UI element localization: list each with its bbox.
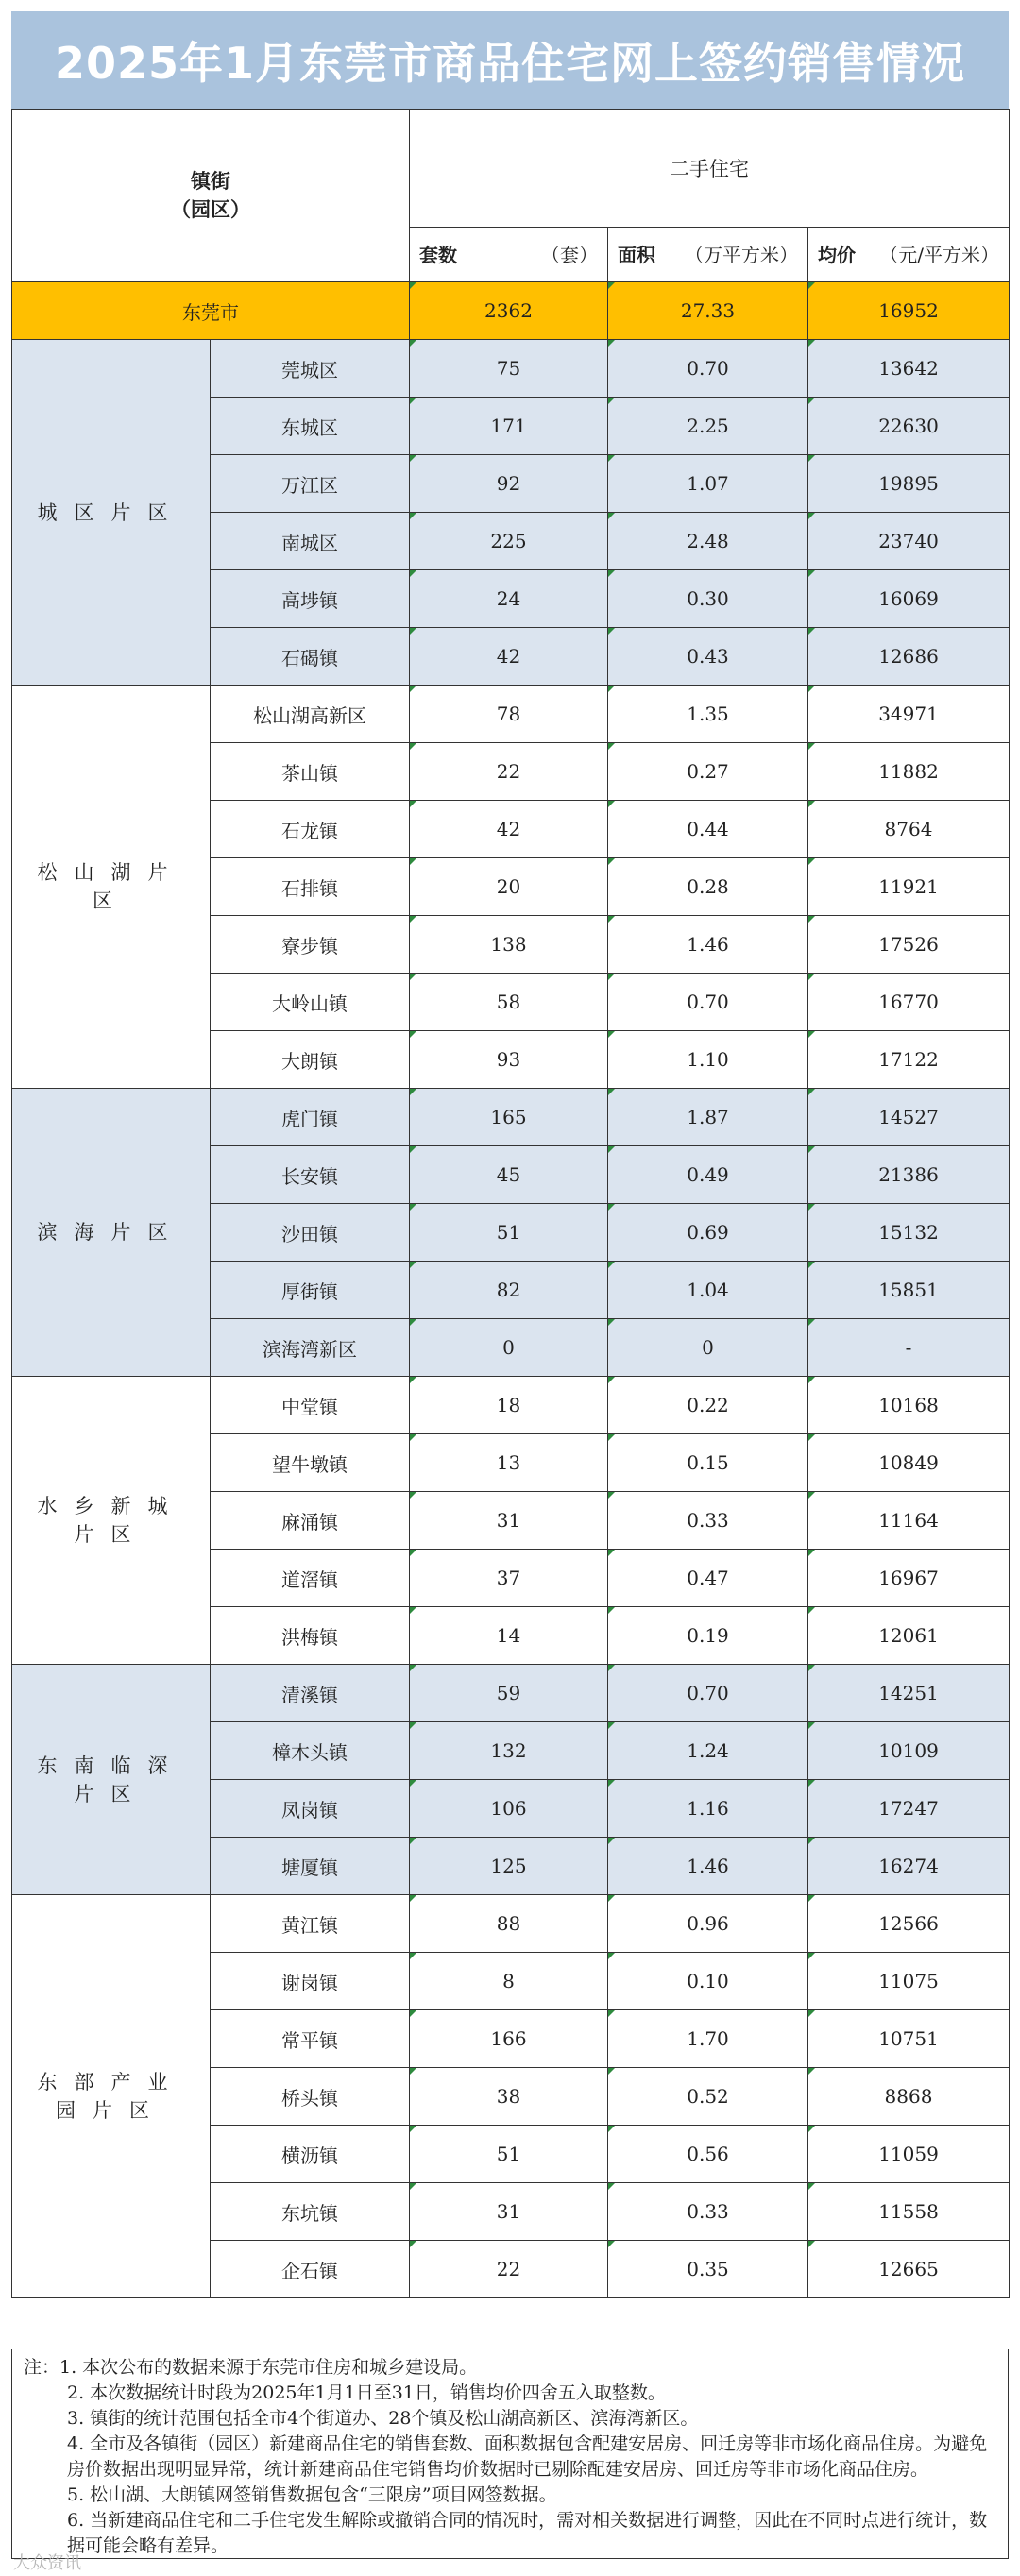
units-cell: 82: [410, 1262, 608, 1319]
units-cell: 42: [410, 801, 608, 858]
price-cell: 10168: [808, 1377, 1010, 1434]
units-cell: 166: [410, 2010, 608, 2068]
units-cell: 106: [410, 1780, 608, 1838]
units-cell: 58: [410, 974, 608, 1031]
area-cell: 0.56: [608, 2126, 808, 2183]
note-item: 注：1. 本次公布的数据来源于东莞市住房和城乡建设局。: [24, 2357, 478, 2378]
units-cell: 93: [410, 1031, 608, 1089]
header-price-label: 均价: [818, 243, 856, 266]
town-name: 黄江镇: [211, 1895, 410, 1953]
units-cell: 22: [410, 2241, 608, 2298]
town-name: 寮步镇: [211, 916, 410, 974]
sales-table-wrap: [11, 109, 1009, 2298]
area-cell: 1.07: [608, 455, 808, 513]
total-units: 2362: [410, 282, 608, 340]
town-name: 樟木头镇: [211, 1722, 410, 1780]
area-cell: 0.52: [608, 2068, 808, 2126]
town-name: 道滘镇: [211, 1550, 410, 1607]
area-cell: 0.22: [608, 1377, 808, 1434]
price-cell: -: [808, 1319, 1010, 1377]
town-name: 茶山镇: [211, 743, 410, 801]
town-name: 滨海湾新区: [211, 1319, 410, 1377]
town-name: 清溪镇: [211, 1665, 410, 1722]
units-cell: 165: [410, 1089, 608, 1146]
sales-table: [11, 109, 1010, 2298]
price-cell: 11558: [808, 2183, 1010, 2241]
price-cell: 23740: [808, 513, 1010, 570]
header-price: [808, 228, 1010, 282]
area-cell: 1.46: [608, 916, 808, 974]
town-name: 企石镇: [211, 2241, 410, 2298]
note-item: 5. 松山湖、大朗镇网签销售数据包含“三限房”项目网签数据。: [67, 2484, 557, 2505]
area-cell: 0.30: [608, 570, 808, 628]
table-row: [12, 1089, 1010, 1146]
page-title: 2025年1月东莞市商品住宅网上签约销售情况: [11, 11, 1009, 110]
area-cell: 2.25: [608, 398, 808, 455]
price-cell: 10109: [808, 1722, 1010, 1780]
area-cell: 0.70: [608, 1665, 808, 1722]
price-cell: 11882: [808, 743, 1010, 801]
price-cell: 8868: [808, 2068, 1010, 2126]
price-cell: 15851: [808, 1262, 1010, 1319]
units-cell: 13: [410, 1434, 608, 1492]
town-name: 常平镇: [211, 2010, 410, 2068]
price-cell: 10751: [808, 2010, 1010, 2068]
area-cell: 1.35: [608, 686, 808, 743]
units-cell: 51: [410, 1204, 608, 1262]
table-row: [12, 1377, 1010, 1434]
units-cell: 14: [410, 1607, 608, 1665]
header-units-unit: （套）: [541, 243, 598, 266]
units-cell: 125: [410, 1838, 608, 1895]
area-cell: 2.48: [608, 513, 808, 570]
price-cell: 21386: [808, 1146, 1010, 1204]
price-cell: 12566: [808, 1895, 1010, 1953]
area-cell: 0.19: [608, 1607, 808, 1665]
town-name: 中堂镇: [211, 1377, 410, 1434]
units-cell: 78: [410, 686, 608, 743]
units-cell: 24: [410, 570, 608, 628]
town-name: 东坑镇: [211, 2183, 410, 2241]
units-cell: 132: [410, 1722, 608, 1780]
region-label: 东部产业园片区: [12, 1895, 211, 2298]
units-cell: 45: [410, 1146, 608, 1204]
town-name: 厚街镇: [211, 1262, 410, 1319]
area-cell: 1.70: [608, 2010, 808, 2068]
header-area-size: [608, 228, 808, 282]
units-cell: 171: [410, 398, 608, 455]
area-cell: 0.69: [608, 1204, 808, 1262]
town-name: 东城区: [211, 398, 410, 455]
table-row: [12, 1665, 1010, 1722]
price-cell: 15132: [808, 1204, 1010, 1262]
units-cell: 22: [410, 743, 608, 801]
note-item: 3. 镇街的统计范围包括全市4个街道办、28个镇及松山湖高新区、滨海湾新区。: [67, 2408, 699, 2429]
price-cell: 17122: [808, 1031, 1010, 1089]
units-cell: 18: [410, 1377, 608, 1434]
region-label: 城区片区: [12, 340, 211, 686]
price-cell: 14251: [808, 1665, 1010, 1722]
region-label: 滨海片区: [12, 1089, 211, 1377]
area-cell: 1.04: [608, 1262, 808, 1319]
town-name: 石龙镇: [211, 801, 410, 858]
area-cell: 1.10: [608, 1031, 808, 1089]
units-cell: 42: [410, 628, 608, 686]
price-cell: 16274: [808, 1838, 1010, 1895]
area-cell: 0.33: [608, 1492, 808, 1550]
area-cell: 0.27: [608, 743, 808, 801]
total-area: 27.33: [608, 282, 808, 340]
units-cell: 31: [410, 1492, 608, 1550]
area-cell: 1.87: [608, 1089, 808, 1146]
price-cell: 16967: [808, 1550, 1010, 1607]
price-cell: 12686: [808, 628, 1010, 686]
units-cell: 8: [410, 1953, 608, 2010]
town-name: 沙田镇: [211, 1204, 410, 1262]
town-name: 凤岗镇: [211, 1780, 410, 1838]
units-cell: 37: [410, 1550, 608, 1607]
price-cell: 34971: [808, 686, 1010, 743]
area-cell: 0.44: [608, 801, 808, 858]
area-cell: 1.16: [608, 1780, 808, 1838]
town-name: 塘厦镇: [211, 1838, 410, 1895]
price-cell: 11921: [808, 858, 1010, 916]
price-cell: 10849: [808, 1434, 1010, 1492]
town-name: 莞城区: [211, 340, 410, 398]
area-cell: 0.33: [608, 2183, 808, 2241]
price-cell: 8764: [808, 801, 1010, 858]
table-row: [12, 686, 1010, 743]
town-name: 松山湖高新区: [211, 686, 410, 743]
town-name: 长安镇: [211, 1146, 410, 1204]
price-cell: 17526: [808, 916, 1010, 974]
area-cell: 0.15: [608, 1434, 808, 1492]
header-area: 镇街 （园区）: [12, 110, 410, 282]
town-name: 万江区: [211, 455, 410, 513]
units-cell: 225: [410, 513, 608, 570]
town-name: 虎门镇: [211, 1089, 410, 1146]
note-item: 2. 本次数据统计时段为2025年1月1日至31日，销售均价四舍五入取整数。: [67, 2382, 666, 2403]
price-cell: 22630: [808, 398, 1010, 455]
price-cell: 12665: [808, 2241, 1010, 2298]
units-cell: 88: [410, 1895, 608, 1953]
units-cell: 59: [410, 1665, 608, 1722]
region-label: 水乡新城片区: [12, 1377, 211, 1665]
notes-section: [11, 2349, 1009, 2559]
header-units: [410, 228, 608, 282]
note-item: 6. 当新建商品住宅和二手住宅发生解除或撤销合同的情况时，需对相关数据进行调整，因此在不同时点进行统计，数据可能会略有差异。: [67, 2510, 988, 2556]
table-row: [12, 340, 1010, 398]
town-name: 洪梅镇: [211, 1607, 410, 1665]
area-cell: 0.47: [608, 1550, 808, 1607]
total-price: 16952: [808, 282, 1010, 340]
units-cell: 20: [410, 858, 608, 916]
town-name: 麻涌镇: [211, 1492, 410, 1550]
town-name: 横沥镇: [211, 2126, 410, 2183]
header-price-unit: （元/平方米）: [879, 243, 1000, 266]
price-cell: 11164: [808, 1492, 1010, 1550]
price-cell: 19895: [808, 455, 1010, 513]
town-name: 石排镇: [211, 858, 410, 916]
units-cell: 75: [410, 340, 608, 398]
price-cell: 12061: [808, 1607, 1010, 1665]
price-cell: 17247: [808, 1780, 1010, 1838]
units-cell: 51: [410, 2126, 608, 2183]
header-area-label: 面积: [618, 243, 655, 266]
area-cell: 0.49: [608, 1146, 808, 1204]
header-area-unit: （万平方米）: [685, 243, 798, 266]
area-cell: 0.96: [608, 1895, 808, 1953]
units-cell: 31: [410, 2183, 608, 2241]
town-name: 望牛墩镇: [211, 1434, 410, 1492]
price-cell: 16069: [808, 570, 1010, 628]
region-label: 东南临深片区: [12, 1665, 211, 1895]
price-cell: 14527: [808, 1089, 1010, 1146]
price-cell: 11075: [808, 1953, 1010, 2010]
price-cell: 13642: [808, 340, 1010, 398]
note-item: 4. 全市及各镇街（园区）新建商品住宅的销售套数、面积数据包含配建安居房、回迁房等非市场化商品住房。为避免房价数据出现明显异常，统计新建商品住宅销售均价数据时已剔除配建安居房、回迁房等非市场化商品住房。: [67, 2433, 988, 2480]
header-units-label: 套数: [419, 243, 457, 266]
town-name: 大朗镇: [211, 1031, 410, 1089]
watermark: 大众资讯: [13, 2553, 81, 2573]
area-cell: 0.43: [608, 628, 808, 686]
area-cell: 0.70: [608, 340, 808, 398]
area-cell: 1.24: [608, 1722, 808, 1780]
area-cell: 0: [608, 1319, 808, 1377]
header-group: 二手住宅: [410, 110, 1010, 228]
area-cell: 0.70: [608, 974, 808, 1031]
area-cell: 0.28: [608, 858, 808, 916]
area-cell: 0.10: [608, 1953, 808, 2010]
units-cell: 0: [410, 1319, 608, 1377]
area-cell: 0.35: [608, 2241, 808, 2298]
town-name: 谢岗镇: [211, 1953, 410, 2010]
town-name: 高埗镇: [211, 570, 410, 628]
units-cell: 92: [410, 455, 608, 513]
units-cell: 38: [410, 2068, 608, 2126]
town-name: 大岭山镇: [211, 974, 410, 1031]
area-cell: 1.46: [608, 1838, 808, 1895]
units-cell: 138: [410, 916, 608, 974]
town-name: 南城区: [211, 513, 410, 570]
price-cell: 11059: [808, 2126, 1010, 2183]
town-name: 石碣镇: [211, 628, 410, 686]
total-name: 东莞市: [12, 282, 410, 340]
region-label: 松山湖片区: [12, 686, 211, 1089]
town-name: 桥头镇: [211, 2068, 410, 2126]
price-cell: 16770: [808, 974, 1010, 1031]
table-row: [12, 1895, 1010, 1953]
